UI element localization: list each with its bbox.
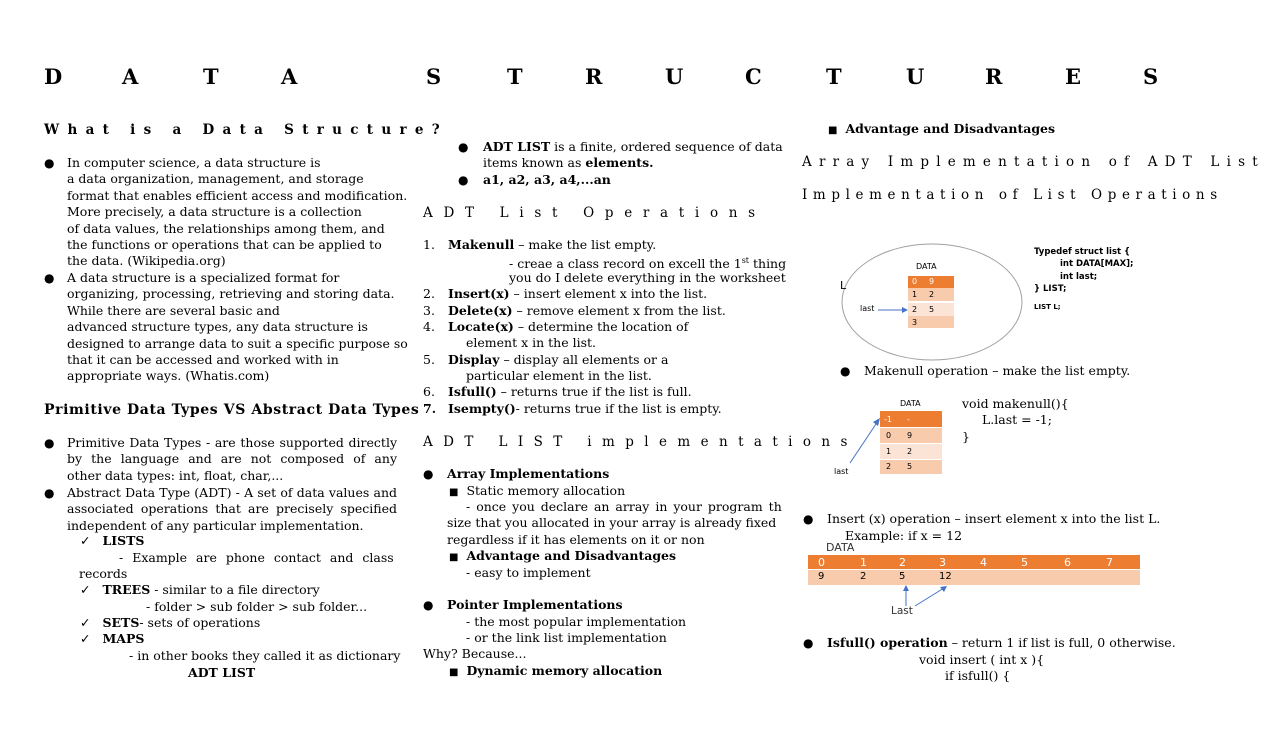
code-line: int DATA[MAX]; xyxy=(1060,259,1134,270)
lists-desc-cont: records xyxy=(79,566,128,581)
heading-implementation-ops: Implementation of List Operations xyxy=(802,187,1223,203)
cell-text: 1 xyxy=(886,447,892,456)
why-because: Why? Because... xyxy=(423,646,527,661)
easy-desc: - easy to implement xyxy=(466,565,591,580)
makenull-operation: Makenull operation – make the list empty. xyxy=(864,363,1131,378)
maps-label: MAPS xyxy=(102,631,145,646)
maps-desc: - in other books they called it as dictionary xyxy=(129,648,401,663)
cell-text: 0 xyxy=(886,431,892,440)
pointer-implementations: Pointer Implementations xyxy=(447,597,623,612)
static-alloc-label: Static memory allocation xyxy=(466,483,626,498)
check-icon: ✓ xyxy=(80,533,91,548)
adv-disadv-label: Advantage and Disadvantages xyxy=(466,548,677,563)
code-line: Typedef struct list { xyxy=(1034,247,1131,257)
op-number: 5. xyxy=(423,352,435,367)
diagram-data-label: DATA xyxy=(826,541,855,554)
bullet-icon: ● xyxy=(840,364,851,378)
square-bullet-icon: ■ xyxy=(828,125,838,136)
operation-item-isempty xyxy=(423,401,722,417)
title-letter: A xyxy=(122,64,139,89)
cell-text: 2 xyxy=(886,462,892,471)
bullet-icon: ● xyxy=(423,467,434,481)
op-number: 7. xyxy=(423,401,437,416)
op-desc: – display all elements or a xyxy=(499,352,669,367)
op-desc: – insert element x into the list. xyxy=(509,286,708,301)
text-line: other data types: int, float, char,... xyxy=(67,467,284,483)
trees-desc: - similar to a file directory xyxy=(150,582,320,597)
paragraph-definition-2 xyxy=(67,270,408,385)
trees-desc-cont: - folder > sub folder > sub folder... xyxy=(146,599,368,614)
arrow-head xyxy=(902,307,908,313)
paragraph-definition-1 xyxy=(67,155,407,270)
value-text: 12 xyxy=(939,571,952,582)
cell-text: 5 xyxy=(907,462,913,471)
insert-code-line: void insert ( int x ){ xyxy=(919,652,1045,667)
adv-disadv-label: Advantage and Disadvantages xyxy=(845,121,1056,136)
text-line: While there are several basic and xyxy=(67,302,280,318)
title-letter: R xyxy=(985,64,1003,89)
lists-label: LISTS xyxy=(102,533,145,548)
array-index-row xyxy=(808,555,1140,569)
text-line: a data organization, management, and storage xyxy=(67,171,364,187)
index-text: 6 xyxy=(1064,556,1071,569)
static-desc-cont: size that you allocated in your array is already fixed xyxy=(447,515,777,530)
op-name: Makenull xyxy=(448,237,515,252)
value-text: 9 xyxy=(818,571,825,582)
cell-text: 5 xyxy=(929,305,935,314)
last-label: Last xyxy=(891,605,913,617)
adt-list-desc: is a finite, ordered sequence of data xyxy=(550,139,783,154)
operation-item-locate xyxy=(423,319,688,335)
makenull-code xyxy=(962,396,1069,445)
diagram-data-label: DATA xyxy=(916,262,937,271)
check-icon: ✓ xyxy=(80,615,91,630)
index-text: 7 xyxy=(1106,556,1113,569)
op-number: 2. xyxy=(423,286,435,301)
op-desc: - returns true if the list is empty. xyxy=(515,401,722,416)
bullet-icon: ● xyxy=(44,156,55,170)
index-text: 5 xyxy=(1021,556,1028,569)
title-letter: S xyxy=(426,64,442,89)
heading-primitive-vs-abstract: Primitive Data Types VS Abstract Data Types xyxy=(44,402,420,418)
bullet-icon: ● xyxy=(458,173,469,187)
bullet-icon: ● xyxy=(44,486,55,500)
paragraph-adt xyxy=(67,485,397,534)
text-line: format that enables efficient access and modification. xyxy=(67,187,408,203)
index-text: 4 xyxy=(980,556,987,569)
square-bullet-icon: ■ xyxy=(449,487,459,498)
text-line: the data. (Wikipedia.org) xyxy=(67,253,226,269)
op-desc: – remove element x from the list. xyxy=(512,303,726,318)
value-text: 5 xyxy=(899,571,906,582)
op-name: Isfull() xyxy=(448,384,497,399)
static-desc-cont2: regardless if it has elements on it or non xyxy=(447,532,705,547)
text-line: A data structure is a specialized format for xyxy=(67,270,340,285)
check-item-sets xyxy=(80,615,260,631)
adt-list-def xyxy=(483,139,783,172)
diagram-data-label: DATA xyxy=(900,399,921,408)
op-desc: – make the list empty. xyxy=(514,237,657,252)
heading-adt-list-implementations: ADT LIST implementations xyxy=(423,434,858,450)
bullet-icon: ● xyxy=(803,512,814,526)
op-name: Locate(x) xyxy=(448,319,514,334)
title-letter: E xyxy=(1065,64,1082,89)
diagram-last-label: last xyxy=(834,467,849,476)
title-letter: S xyxy=(1143,64,1159,89)
cell-text: 2 xyxy=(929,290,935,299)
code-line: } xyxy=(962,428,970,444)
text-line: the functions or operations that can be applied to xyxy=(67,237,382,253)
value-text: 2 xyxy=(860,571,867,582)
sets-label: SETS xyxy=(102,615,140,630)
arrow-head xyxy=(940,586,947,592)
text-line: that it can be accessed and worked with in xyxy=(67,352,339,368)
cell-text: - xyxy=(907,415,910,424)
check-item-maps xyxy=(80,631,144,647)
elements-term: elements. xyxy=(585,155,654,171)
array-implementations: Array Implementations xyxy=(447,466,610,481)
note-text: thing xyxy=(749,256,787,272)
op-name: Display xyxy=(448,352,500,367)
op-name: Insert(x) xyxy=(448,286,510,301)
bullet-icon: ● xyxy=(458,140,469,154)
op-desc: – determine the location of xyxy=(513,319,689,334)
code-line: } LIST; xyxy=(1034,283,1067,294)
dynamic-allocation-item xyxy=(449,663,662,681)
cell-text: 1 xyxy=(912,290,918,299)
arrow-head xyxy=(873,418,880,426)
bullet-icon: ● xyxy=(803,636,814,650)
bullet-icon: ● xyxy=(423,598,434,612)
text-line: Primitive Data Types - are those supported directly xyxy=(67,435,397,450)
locate-desc-cont: element x in the list. xyxy=(466,335,596,350)
last-arrow xyxy=(915,588,944,606)
pointer-desc-cont: - or the link list implementation xyxy=(466,630,667,645)
note-sup: st xyxy=(741,256,750,265)
index-text: 1 xyxy=(860,556,867,569)
cell-text: 2 xyxy=(907,447,913,456)
cell-text: 9 xyxy=(907,431,913,440)
text-line: designed to arrange data to suit a specific purpose so xyxy=(67,335,408,351)
operation-item-isfull xyxy=(423,384,692,400)
adt-list-term: ADT LIST xyxy=(483,139,551,154)
lists-desc: - Example are phone contact and class xyxy=(119,550,394,565)
title-letter: R xyxy=(585,64,603,89)
adv-disadv-item xyxy=(449,548,676,566)
bullet-icon: ● xyxy=(44,436,55,450)
pointer-desc: - the most popular implementation xyxy=(466,614,687,629)
square-bullet-icon: ■ xyxy=(449,552,459,563)
title-letter: U xyxy=(665,64,684,89)
dynamic-alloc-label: Dynamic memory allocation xyxy=(466,663,663,678)
insert-example: Example: if x = 12 xyxy=(845,528,963,543)
diagram-L-label: L xyxy=(840,279,847,292)
array-value-row xyxy=(808,570,1140,585)
op-name: Delete(x) xyxy=(448,303,513,318)
title-letter: C xyxy=(745,64,762,89)
operation-item-display xyxy=(423,352,668,368)
sets-desc: - sets of operations xyxy=(139,615,261,630)
text-line: of data values, the relationships among them, and xyxy=(67,220,385,236)
index-text: 3 xyxy=(939,556,946,569)
cell-text: 0 xyxy=(912,277,918,286)
page-title xyxy=(0,64,1200,92)
paragraph-primitive xyxy=(67,435,397,484)
op-name: Isempty() xyxy=(448,401,516,416)
check-icon: ✓ xyxy=(80,631,91,646)
check-icon: ✓ xyxy=(80,582,91,597)
diagram-last-label: last xyxy=(860,304,875,313)
check-item-lists xyxy=(80,533,144,549)
trees-label: TREES xyxy=(102,582,151,597)
title-letter: T xyxy=(826,64,842,89)
display-desc-cont: particular element in the list. xyxy=(466,368,652,383)
heading-array-implementation: Array Implementation of ADT List xyxy=(802,154,1265,170)
text-line: independent of any particular implementation. xyxy=(67,517,364,533)
op-number: 6. xyxy=(423,384,435,399)
arrow-head xyxy=(903,585,909,591)
cell-text: -1 xyxy=(884,415,892,424)
makenull-note-cont: you do I delete everything in the worksheet xyxy=(509,270,786,285)
op-number: 1. xyxy=(423,237,435,252)
code-line: L.last = -1; xyxy=(982,412,1052,428)
insert-code-line: if isfull() { xyxy=(945,668,1011,683)
list-declaration: LIST L; xyxy=(1034,303,1061,311)
a-list-sequence: a1, a2, a3, a4,...an xyxy=(483,172,611,187)
isfull-operation xyxy=(827,635,1176,651)
adv-disadv-item-col3 xyxy=(828,121,1055,139)
operation-item-makenull xyxy=(423,237,656,253)
list-diagram-ellipse xyxy=(820,240,1030,365)
code-line: void makenull(){ xyxy=(962,396,1069,411)
op-number: 4. xyxy=(423,319,435,334)
op-number: 3. xyxy=(423,303,435,318)
title-letter: U xyxy=(906,64,925,89)
text-line: In computer science, a data structure is xyxy=(67,155,321,170)
heading-adt-list-operations: ADT List Operations xyxy=(423,205,766,221)
title-letter: T xyxy=(203,64,219,89)
typedef-code xyxy=(1034,246,1133,295)
operation-item-insert xyxy=(423,286,707,302)
isfull-label: Isfull() operation xyxy=(827,635,948,650)
bullet-icon: ● xyxy=(44,271,55,285)
cell-text: 3 xyxy=(912,318,918,327)
pointer-arrow xyxy=(850,421,878,463)
check-item-trees xyxy=(80,582,320,598)
title-letter: A xyxy=(281,64,298,89)
cell-text: 9 xyxy=(929,277,935,286)
text-line: appropriate ways. (Whatis.com) xyxy=(67,368,270,384)
op-desc: – returns true if the list is full. xyxy=(496,384,692,399)
operation-item-delete xyxy=(423,303,726,319)
text-line: associated operations that are precisely specified xyxy=(67,501,397,517)
note-text: - creae a class record on excell the 1 xyxy=(509,256,742,272)
text-line: Abstract Data Type (ADT) - A set of data values and xyxy=(67,485,397,500)
adt-list-label: ADT LIST xyxy=(188,665,256,680)
text-line: organizing, processing, retrieving and storing data. xyxy=(67,286,395,302)
insert-array-diagram xyxy=(808,554,1142,619)
index-text: 0 xyxy=(818,556,825,569)
square-bullet-icon: ■ xyxy=(449,667,459,678)
code-line: int last; xyxy=(1060,271,1098,282)
cell xyxy=(926,316,954,328)
text-line: by the language and are not composed of any xyxy=(67,451,397,467)
cell-text: 2 xyxy=(912,305,918,314)
text-line: advanced structure types, any data structure is xyxy=(67,319,368,335)
static-desc: - once you declare an array in your program th xyxy=(466,499,782,514)
title-letter: T xyxy=(507,64,523,89)
insert-operation: Insert (x) operation – insert element x into the list L. xyxy=(827,511,1161,526)
adt-list-desc: items known as xyxy=(483,155,586,171)
heading-what-is: What is a Data Structure? xyxy=(44,122,448,138)
index-text: 2 xyxy=(899,556,906,569)
text-line: More precisely, a data structure is a collection xyxy=(67,204,362,220)
isfull-desc: – return 1 if list is full, 0 otherwise. xyxy=(947,635,1176,650)
title-letter: D xyxy=(44,64,63,89)
